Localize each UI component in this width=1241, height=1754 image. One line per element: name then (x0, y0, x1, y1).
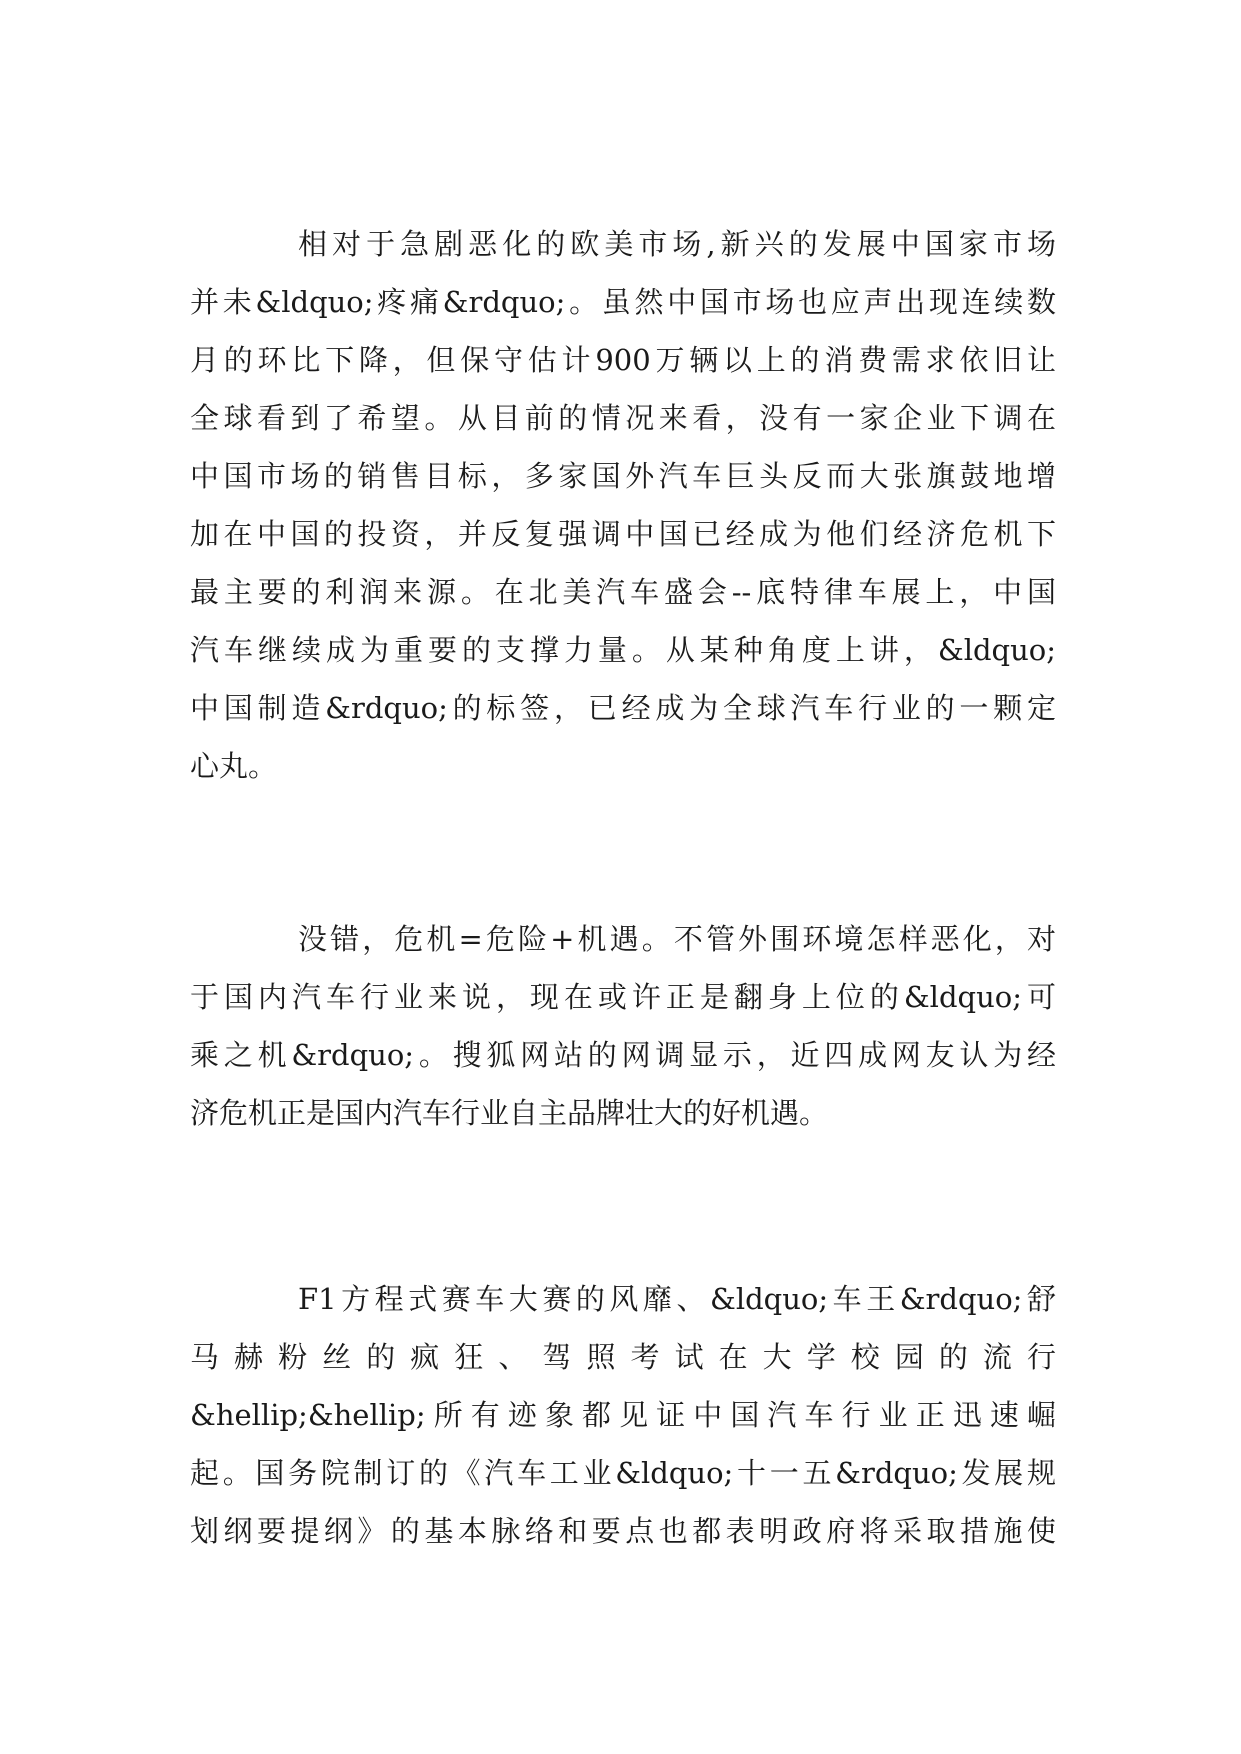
text-line: 乘之机&rdquo;。搜狐网站的网调显示，近四成网友认为经 (190, 1038, 1056, 1072)
text-line: 全球看到了希望。从目前的情况来看，没有一家企业下调在 (190, 401, 1056, 435)
text-line: 心丸。 (190, 749, 278, 783)
text-line: 相对于急剧恶化的欧美市场,新兴的发展中国家市场 (298, 227, 1056, 261)
text-line: 并未&ldquo;疼痛&rdquo;。虽然中国市场也应声出现连续数 (190, 285, 1056, 319)
text-line: 马赫粉丝的疯狂、驾照考试在大学校园的流行 (190, 1340, 1056, 1374)
paragraph-auto-market (190, 215, 1056, 795)
paragraph-industry-rise (190, 1270, 1056, 1560)
text-line: 于国内汽车行业来说，现在或许正是翻身上位的&ldquo;可 (190, 980, 1056, 1014)
text-line: 中国市场的销售目标，多家国外汽车巨头反而大张旗鼓地增 (190, 459, 1056, 493)
text-line: 济危机正是国内汽车行业自主品牌壮大的好机遇。 (190, 1096, 829, 1130)
text-line: 加在中国的投资，并反复强调中国已经成为他们经济危机下 (190, 517, 1056, 551)
text-line: 最主要的利润来源。在北美汽车盛会--底特律车展上，中国 (190, 575, 1056, 609)
text-line: 月的环比下降，但保守估计900万辆以上的消费需求依旧让 (190, 343, 1056, 377)
text-line: 起。国务院制订的《汽车工业&ldquo;十一五&rdquo;发展规 (190, 1456, 1056, 1490)
text-line: F1方程式赛车大赛的风靡、&ldquo;车王&rdquo;舒 (298, 1282, 1056, 1316)
text-line: 没错，危机=危险+机遇。不管外围环境怎样恶化，对 (298, 922, 1056, 956)
text-line: 划纲要提纲》的基本脉络和要点也都表明政府将采取措施使 (190, 1514, 1056, 1548)
text-line: &hellip;&hellip;所有迹象都见证中国汽车行业正迅速崛 (190, 1398, 1056, 1432)
text-line: 中国制造&rdquo;的标签，已经成为全球汽车行业的一颗定 (190, 691, 1056, 725)
text-line: 汽车继续成为重要的支撑力量。从某种角度上讲，&ldquo; (190, 633, 1056, 667)
paragraph-crisis-opportunity (190, 910, 1056, 1142)
